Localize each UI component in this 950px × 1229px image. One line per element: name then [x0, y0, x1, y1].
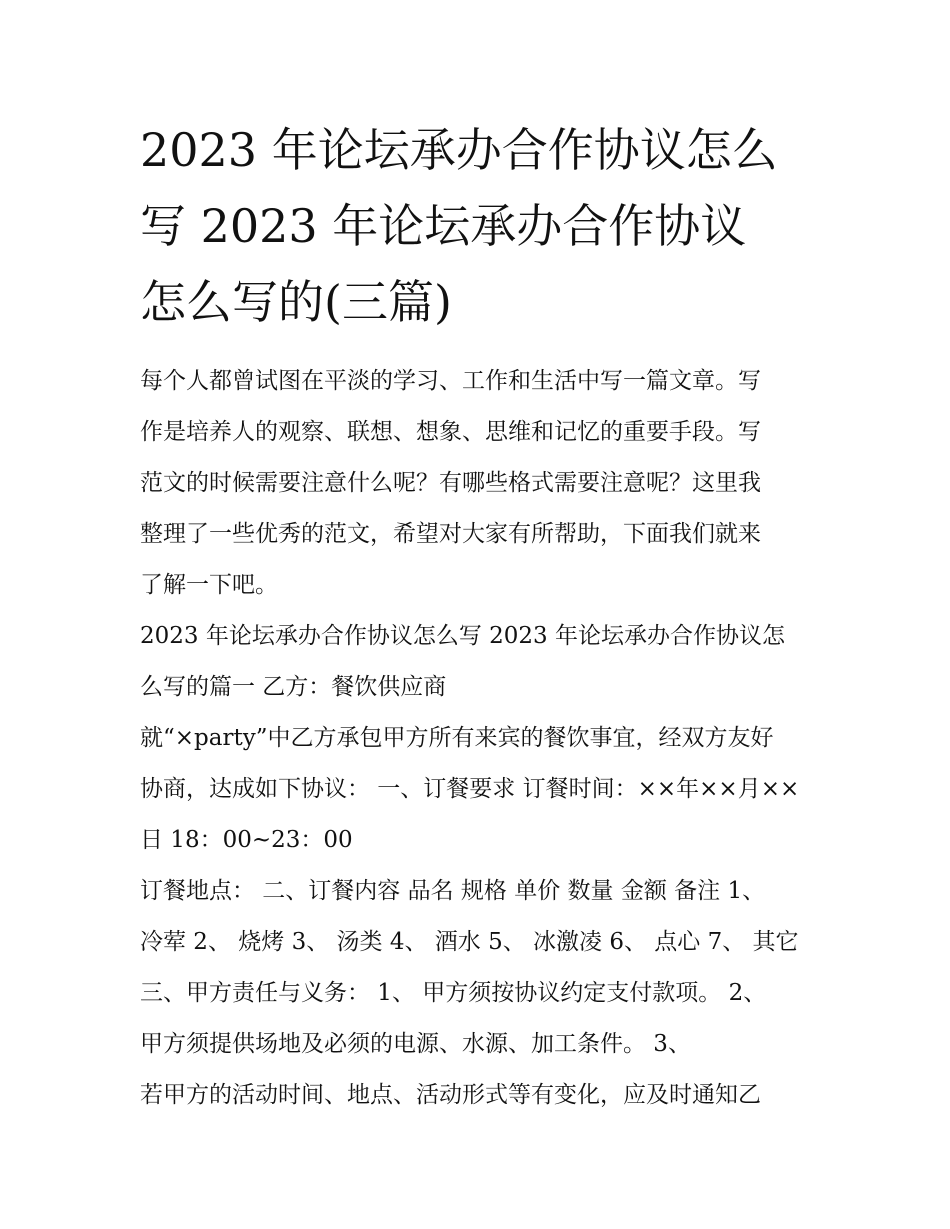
document-title: 2023 年论坛承办合作协议怎么 写 2023 年论坛承办合作协议 怎么写的(三篇)	[140, 123, 778, 329]
section-heading-paragraph: 2023 年论坛承办合作协议怎么写 2023 年论坛承办合作协议怎 么写的篇一 乙方：餐饮供应商	[140, 623, 785, 700]
intro-paragraph: 每个人都曾试图在平淡的学习、工作和生活中写一篇文章。写 作是培养人的观察、联想、想象、思维和记忆的重要手段。写 范文的时候需要注意什么呢？有哪些格式需要注意呢？这里我 整理了一些优秀的范文，希望对大家有所帮助，下面我们就来 了解一下吧。	[140, 368, 761, 598]
agreement-paragraph: 就“×party”中乙方承包甲方所有来宾的餐饮事宜，经双方友好 协商，达成如下协议： 一、订餐要求 订餐时间：××年××月×× 日 18：00~23：00	[140, 725, 800, 853]
order-content-paragraph: 订餐地点： 二、订餐内容 品名 规格 单价 数量 金额 备注 1、 冷荤 2、 烧烤 3、 汤类 4、 酒水 5、 冰激凌 6、 点心 7、 其它 三、甲方责任与义务： 1、 甲方须按协议约定支付款项。 2、 甲方须提供场地及必须的电源、水源、加工条件。 3、	[140, 878, 799, 1057]
change-notice-paragraph: 若甲方的活动时间、地点、活动形式等有变化，应及时通知乙	[140, 1082, 761, 1108]
document-body	[140, 356, 820, 1121]
